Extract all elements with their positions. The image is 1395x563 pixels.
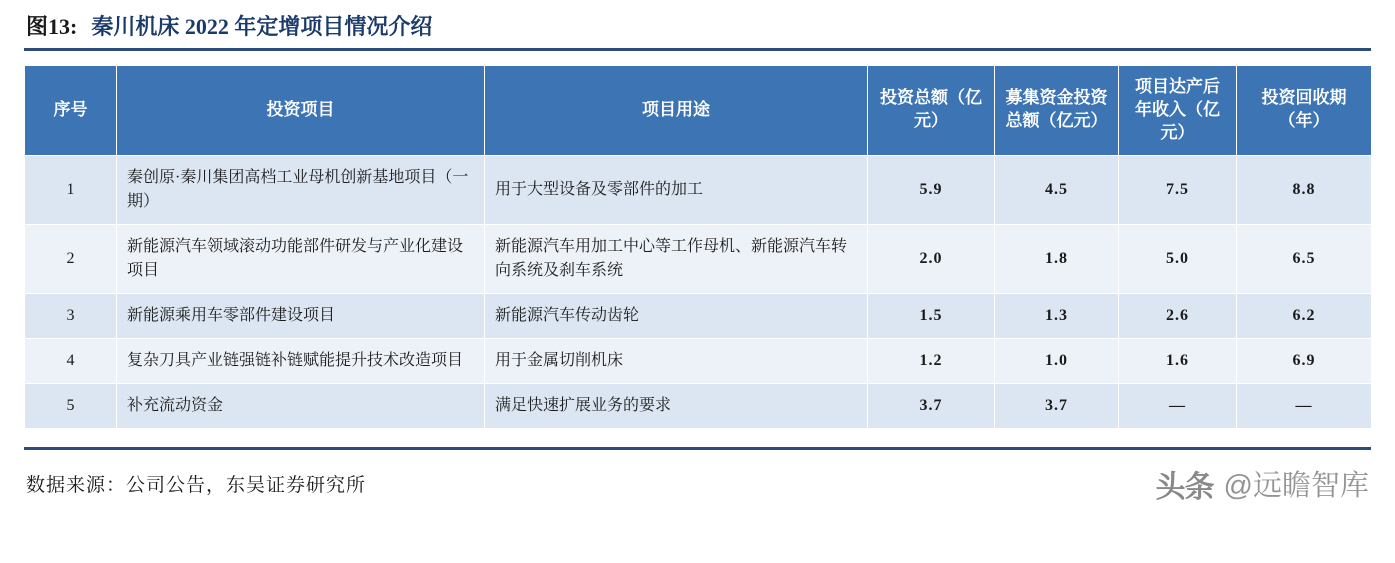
column-header-payback-period: 投资回收期（年）	[1237, 66, 1372, 156]
cell-payback: 6.9	[1237, 338, 1372, 383]
table-row	[25, 338, 1372, 383]
cell-payback: 8.8	[1237, 155, 1372, 224]
table-row	[25, 383, 1372, 428]
table-row	[25, 293, 1372, 338]
cell-index: 5	[25, 383, 117, 428]
column-header-raised-funds: 募集资金投资总额（亿元）	[995, 66, 1119, 156]
cell-project: 新能源汽车领域滚动功能部件研发与产业化建设项目	[117, 224, 485, 293]
cell-index: 1	[25, 155, 117, 224]
cell-payback: 6.5	[1237, 224, 1372, 293]
table-header-row	[25, 66, 1372, 156]
cell-project: 秦创原·秦川集团高档工业母机创新基地项目（一期）	[117, 155, 485, 224]
cell-raised: 3.7	[995, 383, 1119, 428]
cell-raised: 1.8	[995, 224, 1119, 293]
figure-label: 图13:	[26, 14, 78, 39]
cell-project: 补充流动资金	[117, 383, 485, 428]
cell-use: 用于金属切削机床	[485, 338, 868, 383]
cell-total: 3.7	[868, 383, 995, 428]
cell-use: 满足快速扩展业务的要求	[485, 383, 868, 428]
cell-income: 2.6	[1119, 293, 1237, 338]
cell-project: 复杂刀具产业链强链补链赋能提升技术改造项目	[117, 338, 485, 383]
investment-projects-table	[24, 65, 1372, 429]
cell-payback: —	[1237, 383, 1372, 428]
cell-total: 5.9	[868, 155, 995, 224]
table-row	[25, 155, 1372, 224]
cell-total: 1.2	[868, 338, 995, 383]
cell-use: 新能源汽车传动齿轮	[485, 293, 868, 338]
column-header-project: 投资项目	[117, 66, 485, 156]
watermark	[1156, 462, 1369, 506]
cell-raised: 4.5	[995, 155, 1119, 224]
table-header	[25, 66, 1372, 156]
column-header-annual-income: 项目达产后年收入（亿元）	[1119, 66, 1237, 156]
toutiao-logo-icon: 头条	[1155, 470, 1214, 504]
top-divider	[24, 48, 1371, 51]
column-header-use: 项目用途	[485, 66, 868, 156]
cell-raised: 1.3	[995, 293, 1119, 338]
cell-project: 新能源乘用车零部件建设项目	[117, 293, 485, 338]
page-title: 秦川机床 2022 年定增项目情况介绍	[91, 14, 433, 39]
table-container	[24, 65, 1371, 429]
watermark-account-name: @远瞻智库	[1223, 470, 1369, 503]
cell-income: 1.6	[1119, 338, 1237, 383]
cell-total: 1.5	[868, 293, 995, 338]
data-source-text: 数据来源：公司公告，东吴证券研究所	[26, 475, 367, 497]
cell-payback: 6.2	[1237, 293, 1372, 338]
cell-index: 3	[25, 293, 117, 338]
cell-income: 7.5	[1119, 155, 1237, 224]
column-header-total-investment: 投资总额（亿元）	[868, 66, 995, 156]
cell-total: 2.0	[868, 224, 995, 293]
figure-title-row	[0, 0, 1395, 42]
cell-income: —	[1119, 383, 1237, 428]
cell-use: 用于大型设备及零部件的加工	[485, 155, 868, 224]
cell-raised: 1.0	[995, 338, 1119, 383]
cell-income: 5.0	[1119, 224, 1237, 293]
cell-use: 新能源汽车用加工中心等工作母机、新能源汽车转向系统及刹车系统	[485, 224, 868, 293]
table-row	[25, 224, 1372, 293]
table-body	[25, 155, 1372, 428]
cell-index: 4	[25, 338, 117, 383]
column-header-index: 序号	[25, 66, 117, 156]
footer	[0, 450, 1395, 506]
cell-index: 2	[25, 224, 117, 293]
